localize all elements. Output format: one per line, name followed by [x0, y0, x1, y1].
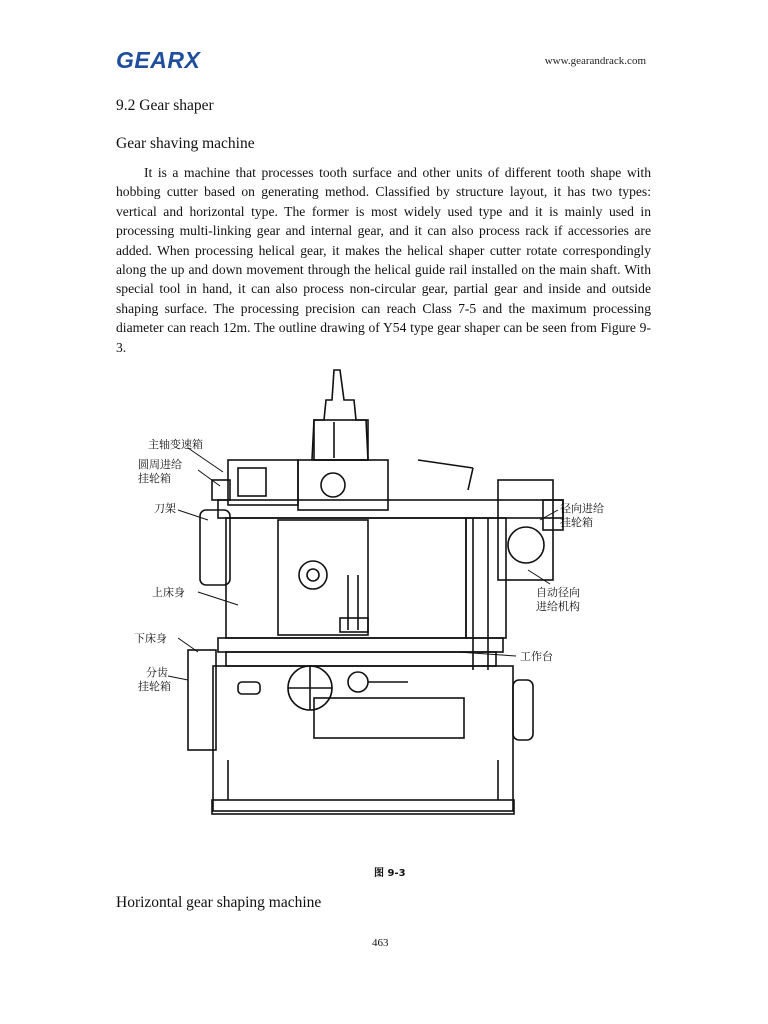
body-paragraph: It is a machine that processes tooth surface and other units of different tooth shape with hobbing cutter based on generating method. Classified by structure layout, it has two types: vertical and horizontal type. The former is most widely used type and it is mainly used in processing multi-linking gear and internal gear, and it can also process rack if accessories are added. When processing helical gear, it makes the helical shaper cutter rotate correspondingly along the up and down movement through the helical guide rail installed on the main shaft. With special tool in hand, it can also process non-circular gear, partial gear and inside and outside shaping surface. The processing precision can reach Class 7-5 and the maximum processing diameter can reach 12m. The outline drawing of Y54 type gear shaper can be seen from Figure 9-3.	[116, 165, 651, 355]
label-feed-mechanism: 进给机构	[536, 600, 580, 613]
label-lower-bed: 下床身	[134, 632, 167, 645]
label-radial-gearbox: 挂轮箱	[560, 516, 593, 529]
figure-caption: 图 9-3	[374, 868, 406, 879]
subsection-title-2: Horizontal gear shaping machine	[116, 894, 322, 911]
label-index: 分齿	[146, 666, 168, 679]
site-url[interactable]: www.gearandrack.com	[544, 55, 646, 67]
label-radial-feed: 径向进给	[560, 502, 604, 515]
label-circumferential-gearbox: 挂轮箱	[138, 472, 171, 485]
section-title: 9.2 Gear shaper	[116, 97, 214, 114]
subsection-title: Gear shaving machine	[116, 135, 255, 152]
label-circumferential-feed: 圆周进给	[138, 458, 182, 471]
label-main-gearbox: 主轴变速箱	[148, 438, 203, 451]
page-number: 463	[372, 937, 389, 949]
label-tool-holder: 刀架	[154, 502, 176, 515]
gearx-logo: GEARX	[116, 47, 201, 73]
label-index-gearbox: 挂轮箱	[138, 680, 171, 693]
gear-shaper-drawing	[128, 360, 604, 840]
label-auto-radial: 自动径向	[536, 586, 580, 599]
label-upper-bed: 上床身	[152, 586, 185, 599]
label-worktable: 工作台	[520, 650, 553, 663]
